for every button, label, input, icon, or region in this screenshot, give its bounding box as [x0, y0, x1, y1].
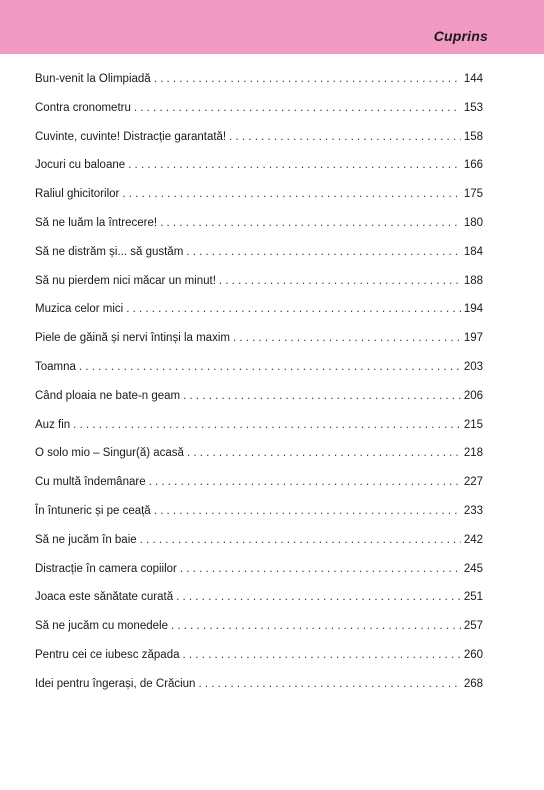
toc-entry-page-number: 268: [463, 677, 483, 690]
dot-leader: [79, 361, 461, 373]
dot-leader: [233, 332, 461, 344]
toc-entry-title: Contra cronometru: [35, 101, 131, 114]
toc-entry-title: Joaca este sănătate curată: [35, 591, 174, 604]
toc-entry: [35, 476, 483, 505]
toc-entry: [35, 159, 483, 188]
dot-leader: [182, 649, 460, 661]
dot-leader: [73, 419, 461, 431]
toc-entry-title: Cu multă îndemânare: [35, 476, 146, 489]
toc-entry-title: Piele de găină și nervi întinși la maxim: [35, 332, 230, 345]
toc-entry-page-number: 227: [463, 476, 483, 489]
toc-entry: [35, 447, 483, 476]
toc-entry-title: Distracție în camera copiilor: [35, 562, 177, 575]
dot-leader: [180, 563, 461, 575]
dot-leader: [128, 159, 461, 171]
dot-leader: [229, 131, 461, 143]
header-band: [0, 0, 544, 54]
dot-leader: [140, 534, 461, 546]
toc-entry-page-number: 203: [463, 360, 483, 373]
toc-entry-page-number: 166: [463, 159, 483, 172]
dot-leader: [187, 447, 461, 459]
dot-leader: [176, 591, 461, 603]
toc-entry-title: Bun-venit la Olimpiadă: [35, 73, 151, 85]
toc-entry-title: Să ne jucăm în baie: [35, 533, 137, 546]
dot-leader: [149, 476, 461, 488]
dot-leader: [134, 102, 461, 114]
toc-entry-page-number: 158: [463, 130, 483, 143]
toc-entry: [35, 188, 483, 217]
toc-entry: [35, 505, 483, 534]
toc-entry: [35, 419, 483, 448]
toc-entry-page-number: 260: [463, 648, 483, 661]
toc-entry: [35, 678, 483, 707]
toc-entry-page-number: 215: [463, 418, 483, 431]
toc-entry: [35, 649, 483, 678]
toc-entry-page-number: 251: [463, 591, 483, 604]
toc-entry-page-number: 242: [463, 533, 483, 546]
toc-entry-title: O solo mio – Singur(ă) acasă: [35, 447, 184, 460]
dot-leader: [183, 390, 461, 402]
toc-entry: [35, 591, 483, 620]
dot-leader: [154, 505, 461, 517]
toc-entry-title: Când ploaia ne bate-n geam: [35, 389, 181, 402]
toc-entry: [35, 131, 483, 160]
toc-entry-title: Toamna: [35, 360, 76, 373]
toc-entry: [35, 390, 483, 419]
toc-entry-title: Să ne luăm la întrecere!: [35, 216, 158, 229]
toc-entry-page-number: 144: [463, 73, 483, 85]
table-of-contents: [35, 73, 483, 707]
dot-leader: [122, 188, 460, 200]
dot-leader: [160, 217, 461, 229]
toc-entry-page-number: 194: [463, 303, 483, 316]
toc-entry-page-number: 180: [463, 216, 483, 229]
toc-entry-page-number: 245: [463, 562, 483, 575]
toc-entry-page-number: 206: [463, 389, 483, 402]
dot-leader: [198, 678, 460, 690]
dot-leader: [171, 620, 461, 632]
toc-entry-title: Auz fin: [35, 418, 71, 431]
page-title: Cuprins: [433, 28, 488, 44]
toc-entry-title: Să ne distrăm și... să gustăm: [35, 245, 184, 258]
toc-entry-title: Muzica celor mici: [35, 303, 124, 316]
toc-entry: [35, 620, 483, 649]
toc-entry-page-number: 218: [463, 447, 483, 460]
toc-entry-page-number: 233: [463, 504, 483, 517]
toc-entry: [35, 563, 483, 592]
toc-entry-title: În întuneric și pe ceață: [35, 504, 151, 517]
dot-leader: [126, 303, 461, 315]
dot-leader: [186, 246, 461, 258]
toc-entry-title: Raliul ghicitorilor: [35, 188, 120, 201]
toc-entry-title: Pentru cei ce iubesc zăpada: [35, 648, 180, 661]
toc-entry: [35, 73, 483, 102]
toc-entry-page-number: 175: [463, 188, 483, 201]
toc-entry: [35, 534, 483, 563]
toc-entry-title: Jocuri cu baloane: [35, 159, 126, 172]
toc-entry: [35, 246, 483, 275]
toc-entry-title: Cuvinte, cuvinte! Distracție garantată!: [35, 130, 227, 143]
toc-entry: [35, 275, 483, 304]
toc-entry: [35, 361, 483, 390]
toc-entry-page-number: 197: [463, 332, 483, 345]
toc-entry: [35, 303, 483, 332]
toc-entry: [35, 332, 483, 361]
toc-entry-page-number: 257: [463, 620, 483, 633]
toc-entry: [35, 102, 483, 131]
toc-entry-title: Idei pentru îngerași, de Crăciun: [35, 677, 196, 690]
toc-entry: [35, 217, 483, 246]
dot-leader: [154, 73, 461, 85]
toc-entry-title: Să nu pierdem nici măcar un minut!: [35, 274, 216, 287]
toc-entry-page-number: 188: [463, 274, 483, 287]
toc-entry-page-number: 153: [463, 101, 483, 114]
toc-entry-title: Să ne jucăm cu monedele: [35, 620, 168, 633]
toc-entry-page-number: 184: [463, 245, 483, 258]
dot-leader: [219, 275, 461, 287]
